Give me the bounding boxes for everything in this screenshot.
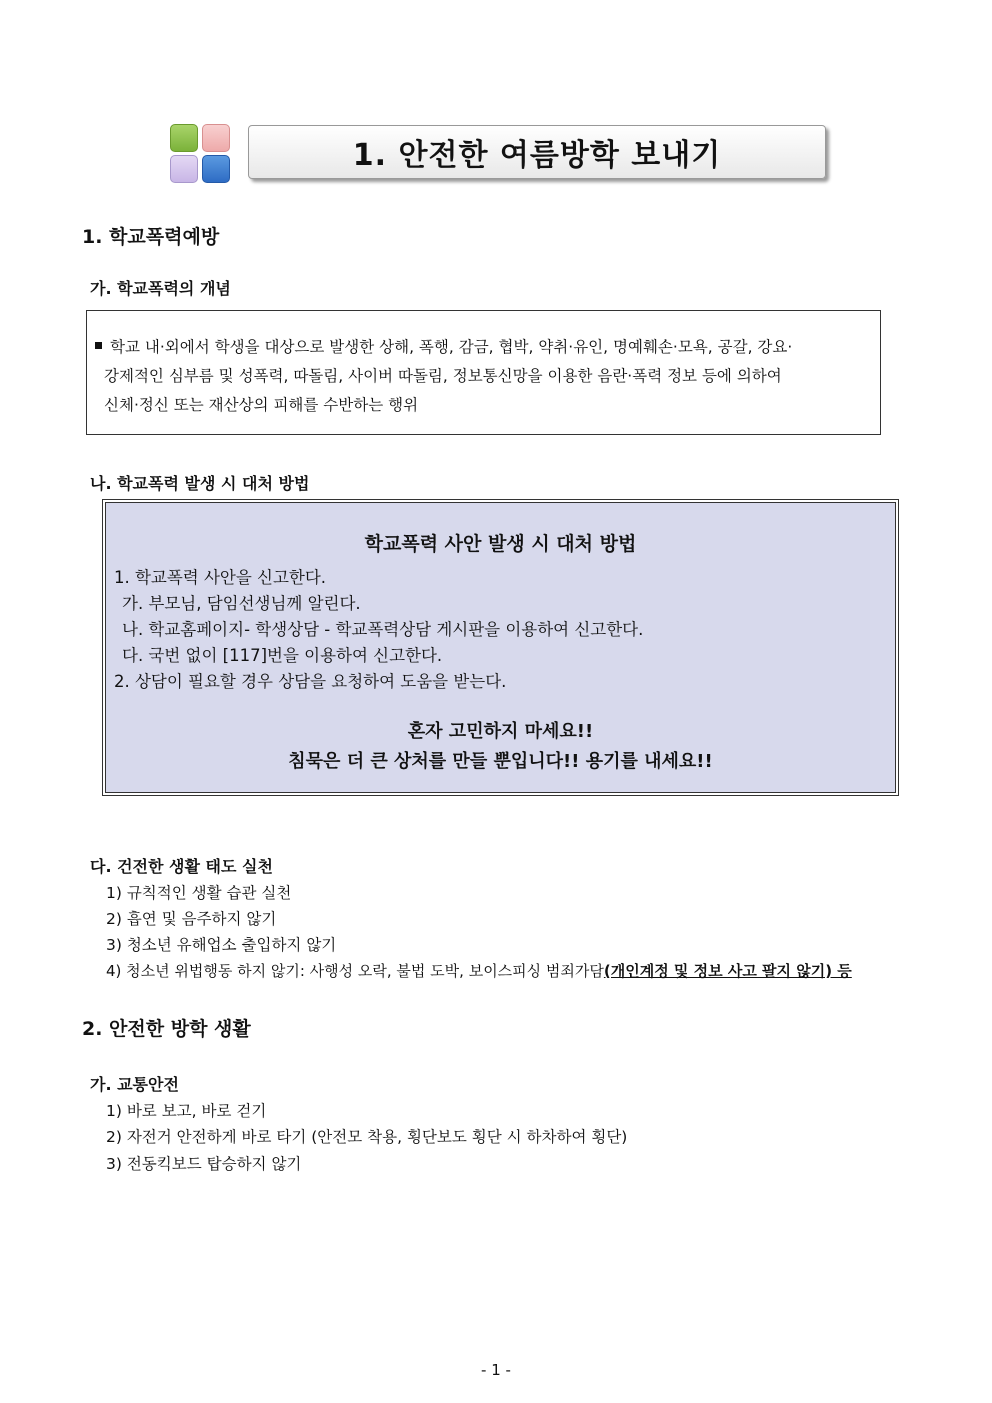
- response-box-inner: [105, 502, 896, 793]
- response-closing-1: 혼자 고민하지 마세요!!: [407, 721, 594, 742]
- title-decoration-green-square: [170, 124, 198, 152]
- response-box: [102, 499, 899, 796]
- response-closing-2: 침묵은 더 큰 상처를 만들 뿐입니다!! 용기를 내세요!!: [288, 751, 713, 772]
- page-title: 1. 안전한 여름방학 보내기: [248, 125, 826, 179]
- definition-line: 신체·정신 또는 재산상의 피해를 수반하는 행위: [104, 396, 419, 414]
- title-decoration-pink-square: [202, 124, 230, 152]
- underlined-note: (개인계정 및 정보 사고 팔지 않기) 등: [603, 962, 852, 980]
- section2-ga-heading: 가. 교통안전: [90, 1075, 179, 1094]
- section1-heading: 1. 학교폭력예방: [82, 226, 220, 248]
- definition-text: [95, 333, 878, 420]
- list-item: 2) 자전거 안전하게 바로 타기 (안전모 착용, 횡단보도 횡단 시 하차하여 횡단): [106, 1128, 628, 1146]
- response-line: 1. 학교폭력 사안을 신고한다.: [114, 568, 327, 587]
- definition-box: [86, 310, 881, 435]
- list-item: 1) 규칙적인 생활 습관 실천: [106, 884, 292, 902]
- response-line: 2. 상담이 필요할 경우 상담을 요청하여 도움을 받는다.: [114, 672, 507, 691]
- list-item: 2) 흡연 및 음주하지 않기: [106, 910, 277, 928]
- square-bullet-icon: [95, 342, 102, 349]
- definition-line: 강제적인 심부름 및 성폭력, 따돌림, 사이버 따돌림, 정보통신망을 이용한 음란·폭력 정보 등에 의하여: [104, 367, 782, 385]
- list-item: 3) 전동킥보드 탑승하지 않기: [106, 1155, 302, 1173]
- definition-line: 학교 내·외에서 학생을 대상으로 발생한 상해, 폭행, 감금, 협박, 약취·유인, 명예훼손·모욕, 공갈, 강요·: [95, 333, 878, 362]
- section2-heading: 2. 안전한 방학 생활: [82, 1018, 251, 1040]
- response-line: 다. 국번 없이 [117]번을 이용하여 신고한다.: [122, 646, 443, 665]
- section1-na-heading: 나. 학교폭력 발생 시 대처 방법: [90, 474, 310, 493]
- list-item: 1) 바로 보고, 바로 걷기: [106, 1102, 267, 1120]
- section1-ga-heading: 가. 학교폭력의 개념: [90, 279, 231, 298]
- section1-da-heading: 다. 건전한 생활 태도 실천: [90, 857, 273, 876]
- title-decoration-blue-square: [202, 155, 230, 183]
- response-box-title: 학교폭력 사안 발생 시 대처 방법: [364, 533, 637, 555]
- response-line: 가. 부모님, 담임선생님께 알린다.: [122, 594, 361, 613]
- list-item-text: 4) 청소년 위법행동 하지 않기: 사행성 오락, 불법 도박, 보이스피싱 범죄가담: [106, 962, 604, 980]
- page-number: - 1 -: [481, 1361, 511, 1379]
- title-decoration-lavender-square: [170, 155, 198, 183]
- response-line: 나. 학교홈페이지- 학생상담 - 학교폭력상담 게시판을 이용하여 신고한다.: [122, 620, 644, 639]
- list-item: 3) 청소년 유해업소 출입하지 않기: [106, 936, 337, 954]
- list-item: [106, 960, 852, 981]
